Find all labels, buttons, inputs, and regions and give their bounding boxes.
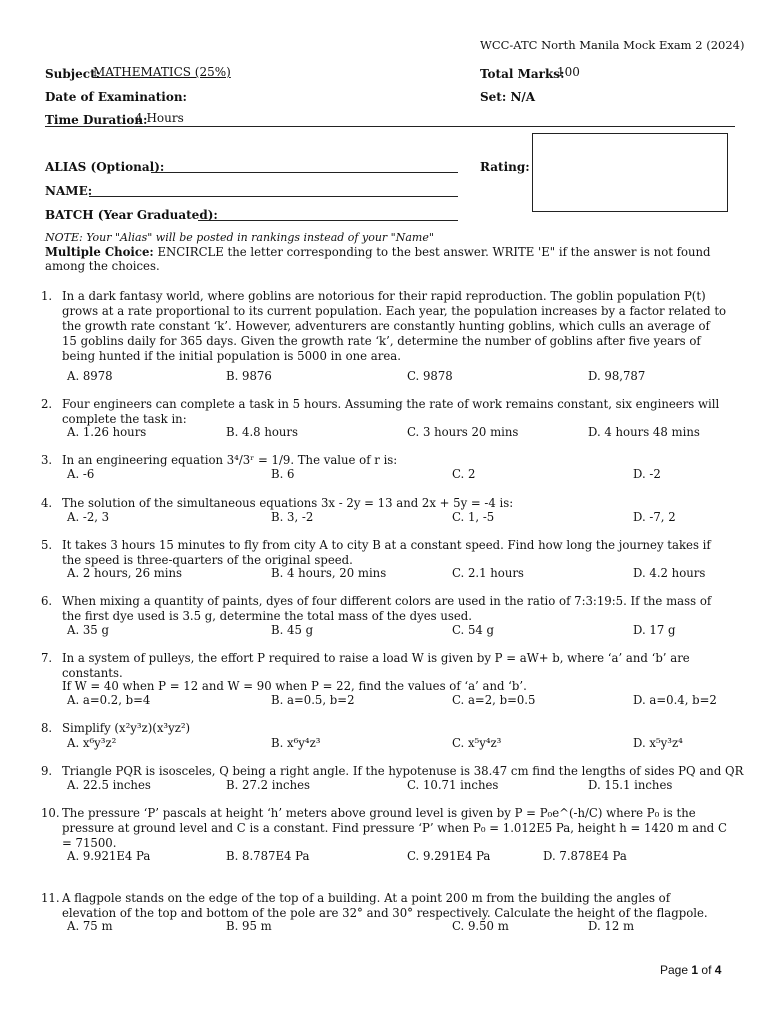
choice-d[interactable]: D. 17 g [633, 623, 676, 637]
choice-b[interactable]: B. a=0.5, b=2 [271, 693, 355, 707]
question-number: 2. [41, 397, 53, 411]
of-word: of [701, 963, 712, 977]
instructions [45, 245, 725, 273]
choice-c[interactable]: C. x⁵y⁴z³ [452, 736, 502, 750]
time-label: Time Duration: [45, 113, 148, 127]
choice-c[interactable]: C. 3 hours 20 mins [407, 425, 519, 439]
choice-a[interactable]: A. 1.26 hours [67, 425, 147, 439]
choice-c[interactable]: C. 9.50 m [452, 919, 509, 933]
choice-d[interactable]: D. x⁵y³z⁴ [633, 736, 683, 750]
total-marks-value: 100 [557, 65, 580, 79]
choice-b[interactable]: B. 6 [271, 467, 295, 481]
choice-d[interactable]: D. 7.878E4 Pa [543, 849, 627, 863]
alias-field[interactable] [151, 172, 458, 173]
choice-d[interactable]: D. a=0.4, b=2 [633, 693, 717, 707]
total-marks-label: Total Marks: [480, 67, 565, 81]
choice-a[interactable]: A. 75 m [67, 919, 113, 933]
question-number: 5. [41, 538, 53, 552]
page-indicator [660, 963, 721, 977]
question-text: A flagpole stands on the edge of the top of a building. At a point 200 m from the building the angles of elevation of the top and bottom of the pole are 32° and 30° respectively. Calculate the height of the flagpole. [62, 891, 708, 920]
choice-d[interactable]: D. 4.2 hours [633, 566, 706, 580]
batch-field[interactable] [198, 220, 458, 221]
choice-d[interactable]: D. 98,787 [588, 369, 646, 383]
question-number: 4. [41, 496, 53, 510]
choice-c[interactable]: C. 9.291E4 Pa [407, 849, 491, 863]
choice-b[interactable]: B. x⁶y⁴z³ [271, 736, 321, 750]
question-text: Four engineers can complete a task in 5 hours. Assuming the rate of work remains constant, six engineers will complete the task in: [62, 397, 720, 426]
choice-d[interactable]: D. -7, 2 [633, 510, 676, 524]
choice-c[interactable]: C. a=2, b=0.5 [452, 693, 536, 707]
choice-b[interactable]: B. 8.787E4 Pa [226, 849, 310, 863]
choice-b[interactable]: B. 45 g [271, 623, 314, 637]
question-text: The pressure ‘P’ pascals at height ‘h’ meters above ground level is given by P = P₀e^(-h/C) where P₀ is the pressure at ground level and C is a constant. Find pressure ‘P’ when P₀ = 1.012E5 Pa, height h = 1420 m and C = 71500. [62, 806, 727, 850]
question-text: When mixing a quantity of paints, dyes of four different colors are used in the ratio of 7:3:19:5. If the mass of the first dye used is 3.5 g, determine the total mass of the dyes used. [62, 594, 712, 623]
subject-value: MATHEMATICS (25%) [93, 65, 231, 79]
exam-title: WCC-ATC North Manila Mock Exam 2 (2024) [480, 38, 745, 52]
choice-b[interactable]: B. 27.2 inches [226, 778, 311, 792]
question-number: 11. [41, 891, 60, 905]
question-text: In a system of pulleys, the effort P required to raise a load W is given by P = aW+ b, where ‘a’ and ‘b’ are constants. [62, 651, 690, 680]
alias-note: NOTE: Your "Alias" will be posted in rankings instead of your "Name" [45, 231, 434, 244]
instructions-text: ENCIRCLE the letter corresponding to the best answer. WRITE 'E" if the answer is not found among the choices. [45, 245, 711, 273]
choice-a[interactable]: A. 2 hours, 26 mins [67, 566, 183, 580]
choice-b[interactable]: B. 4 hours, 20 mins [271, 566, 387, 580]
choice-a[interactable]: A. 9.921E4 Pa [67, 849, 151, 863]
name-field[interactable] [89, 196, 458, 197]
batch-label: BATCH (Year Graduated): [45, 208, 218, 222]
choice-c[interactable]: C. 2 [452, 467, 476, 481]
subject-label: Subject: [45, 67, 101, 81]
time-value: 4 Hours [135, 111, 184, 125]
choice-b[interactable]: B. 95 m [226, 919, 272, 933]
question-number: 9. [41, 764, 53, 778]
date-label: Date of Examination: [45, 90, 187, 104]
choice-c[interactable]: C. 9878 [407, 369, 453, 383]
choice-a[interactable]: A. x⁶y³z² [67, 736, 117, 750]
question-text: In an engineering equation 3⁴/3ʳ = 1/9. The value of r is: [62, 453, 398, 467]
choice-d[interactable]: D. 4 hours 48 mins [588, 425, 700, 439]
choice-a[interactable]: A. -6 [67, 467, 95, 481]
question-number: 1. [41, 289, 53, 303]
alias-label: ALIAS (Optional): [45, 160, 165, 174]
question-number: 10. [41, 806, 60, 820]
set-label: Set: N/A [480, 90, 536, 104]
choice-d[interactable]: D. 15.1 inches [588, 778, 673, 792]
choice-b[interactable]: B. 9876 [226, 369, 272, 383]
choice-a[interactable]: A. 8978 [67, 369, 113, 383]
question-text: Triangle PQR is isosceles, Q being a right angle. If the hypotenuse is 38.47 cm find the lengths of sides PQ and QR [62, 764, 744, 778]
page-word: Page [660, 963, 689, 977]
choice-d[interactable]: D. 12 m [588, 919, 635, 933]
question-text: In a dark fantasy world, where goblins are notorious for their rapid reproduction. The goblin population P(t) grows at a rate proportional to its current population. Each year, the population increases by a factor related to the growth rate constant ‘k’. However, adventurers are constantly hunting goblins, which culls an average of 15 goblins daily for 365 days. Given the growth rate ‘k’, determine the number of goblins after five years of being hunted if the initial population is 5000 in one area. [62, 289, 727, 363]
question-number: 8. [41, 721, 53, 735]
choice-c[interactable]: C. 1, -5 [452, 510, 495, 524]
rating-label: Rating: [480, 160, 530, 174]
choice-b[interactable]: B. 3, -2 [271, 510, 314, 524]
name-label: NAME: [45, 184, 93, 198]
choice-a[interactable]: A. a=0.2, b=4 [67, 693, 151, 707]
instructions-label: Multiple Choice: [45, 245, 154, 259]
question-text: The solution of the simultaneous equations 3x - 2y = 13 and 2x + 5y = -4 is: [62, 496, 514, 510]
header-divider [45, 126, 735, 127]
question-number: 7. [41, 651, 53, 665]
question-number: 3. [41, 453, 53, 467]
page-number: 1 [691, 963, 699, 977]
rating-box[interactable] [532, 133, 728, 212]
choice-c[interactable]: C. 54 g [452, 623, 495, 637]
question-text-continued: If W = 40 when P = 12 and W = 90 when P = 22, find the values of ‘a’ and ‘b’. [62, 679, 527, 693]
choice-a[interactable]: A. 22.5 inches [67, 778, 151, 792]
question-text: It takes 3 hours 15 minutes to fly from city A to city B at a constant speed. Find how long the journey takes if the speed is three-quarters of the original speed. [62, 538, 711, 567]
choice-a[interactable]: A. -2, 3 [67, 510, 110, 524]
choice-c[interactable]: C. 10.71 inches [407, 778, 499, 792]
choice-d[interactable]: D. -2 [633, 467, 661, 481]
question-number: 6. [41, 594, 53, 608]
choice-a[interactable]: A. 35 g [67, 623, 109, 637]
choice-b[interactable]: B. 4.8 hours [226, 425, 298, 439]
choice-c[interactable]: C. 2.1 hours [452, 566, 524, 580]
question-text: Simplify (x²y³z)(x³yz²) [62, 721, 191, 735]
page-total: 4 [714, 963, 722, 977]
